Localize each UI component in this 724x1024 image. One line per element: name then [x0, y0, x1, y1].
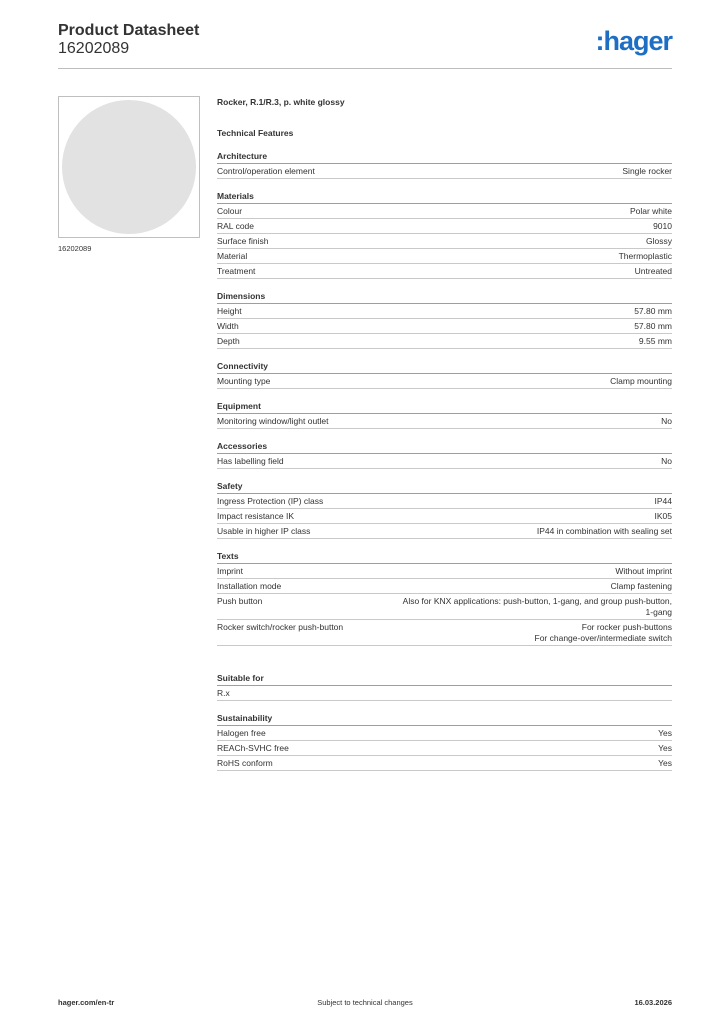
spec-value: IP44	[654, 496, 672, 506]
spec-label: Monitoring window/light outlet	[217, 416, 329, 426]
spec-row	[217, 164, 672, 179]
spec-label: RAL code	[217, 221, 255, 231]
spec-value: No	[661, 416, 672, 426]
spec-section	[217, 713, 672, 771]
spec-label: Height	[217, 306, 242, 316]
section-title: Safety	[217, 481, 672, 494]
spec-label: Width	[217, 321, 239, 331]
spec-value: Clamp fastening	[610, 581, 672, 591]
spec-section	[217, 673, 672, 701]
section-title: Equipment	[217, 401, 672, 414]
spec-label: Installation mode	[217, 581, 282, 591]
spec-row	[217, 494, 672, 509]
spec-row	[217, 374, 672, 389]
spec-row	[217, 564, 672, 579]
spec-value: No	[661, 456, 672, 466]
spec-value: Yes	[658, 743, 672, 753]
spec-row	[217, 264, 672, 279]
spec-label: Mounting type	[217, 376, 271, 386]
header-divider	[58, 68, 672, 69]
spec-value: 9010	[653, 221, 672, 231]
spec-value: Thermoplastic	[618, 251, 672, 261]
spec-row	[217, 756, 672, 771]
spec-row	[217, 454, 672, 469]
spec-section	[217, 551, 672, 646]
spec-value: 57.80 mm	[634, 321, 672, 331]
spec-section	[217, 481, 672, 539]
page-title: Product Datasheet	[58, 22, 200, 39]
spec-label: Impact resistance IK	[217, 511, 295, 521]
product-number: 16202089	[58, 40, 130, 57]
spec-value: Clamp mounting	[610, 376, 672, 386]
section-title: Connectivity	[217, 361, 672, 374]
spec-row	[217, 319, 672, 334]
spec-row	[217, 414, 672, 429]
section-title: Suitable for	[217, 673, 672, 686]
spec-section	[217, 291, 672, 349]
spec-label: Usable in higher IP class	[217, 526, 311, 536]
spec-value: For rocker push-buttons For change-over/intermediate switch	[534, 622, 672, 643]
spec-row	[217, 304, 672, 319]
spec-value: Untreated	[634, 266, 672, 276]
spec-row	[217, 741, 672, 756]
footer-notice: Subject to technical changes	[317, 998, 413, 1007]
hager-logo[interactable]: :hager	[595, 26, 672, 56]
spec-value: IP44 in combination with sealing set	[536, 526, 672, 536]
section-title: Texts	[217, 551, 672, 564]
spec-value: Polar white	[629, 206, 672, 216]
spec-section	[217, 361, 672, 389]
spec-sections	[217, 151, 672, 771]
spec-row	[217, 249, 672, 264]
section-title: Dimensions	[217, 291, 672, 304]
spec-label: Surface finish	[217, 236, 269, 246]
section-title: Architecture	[217, 151, 672, 164]
section-title: Sustainability	[217, 713, 672, 726]
spec-row	[217, 219, 672, 234]
spec-section	[217, 151, 672, 179]
spec-value: IK05	[654, 511, 672, 521]
spec-label: Halogen free	[217, 728, 266, 738]
spec-label: Treatment	[217, 266, 256, 276]
spec-value: 57.80 mm	[634, 306, 672, 316]
product-name: Rocker, R.1/R.3, p. white glossy	[217, 97, 345, 107]
spec-label: Imprint	[217, 566, 243, 576]
spec-value: 9.55 mm	[638, 336, 672, 346]
rocker-disc-image	[62, 100, 196, 234]
spec-row	[217, 594, 672, 620]
spec-row	[217, 620, 672, 646]
spec-label: Ingress Protection (IP) class	[217, 496, 324, 506]
spec-label: R.x	[217, 688, 230, 698]
spec-label: Has labelling field	[217, 456, 284, 466]
header	[58, 22, 199, 58]
spec-row	[217, 204, 672, 219]
spec-label: Control/operation element	[217, 166, 315, 176]
spec-row	[217, 686, 672, 701]
footer-website-link[interactable]: hager.com/en-tr	[58, 998, 115, 1007]
spec-row	[217, 234, 672, 249]
footer-date: 16.03.2026	[634, 998, 672, 1007]
section-title: Materials	[217, 191, 672, 204]
image-caption: 16202089	[58, 244, 92, 253]
spec-label: Colour	[217, 206, 243, 216]
spec-label: Rocker switch/rocker push-button	[217, 622, 344, 632]
spec-label: Depth	[217, 336, 240, 346]
spec-section	[217, 441, 672, 469]
spec-label: Push button	[217, 596, 263, 606]
product-image	[58, 96, 200, 238]
spec-section	[217, 191, 672, 279]
section-title: Accessories	[217, 441, 672, 454]
spec-row	[217, 334, 672, 349]
spec-content	[217, 95, 672, 771]
spec-value: Without imprint	[615, 566, 672, 576]
spec-label: REACh-SVHC free	[217, 743, 289, 753]
spec-value: Single rocker	[622, 166, 672, 176]
spec-row	[217, 726, 672, 741]
spec-value: Glossy	[646, 236, 672, 246]
spec-section	[217, 401, 672, 429]
spec-row	[217, 524, 672, 539]
spec-row	[217, 579, 672, 594]
spec-value: Yes	[658, 728, 672, 738]
spec-label: Material	[217, 251, 248, 261]
spec-label: RoHS conform	[217, 758, 273, 768]
technical-features-title: Technical Features	[217, 128, 294, 138]
spec-row	[217, 509, 672, 524]
spec-value: Yes	[658, 758, 672, 768]
spec-value: Also for KNX applications: push-button, 1-gang, and group push-button, 1-gang	[402, 596, 672, 617]
